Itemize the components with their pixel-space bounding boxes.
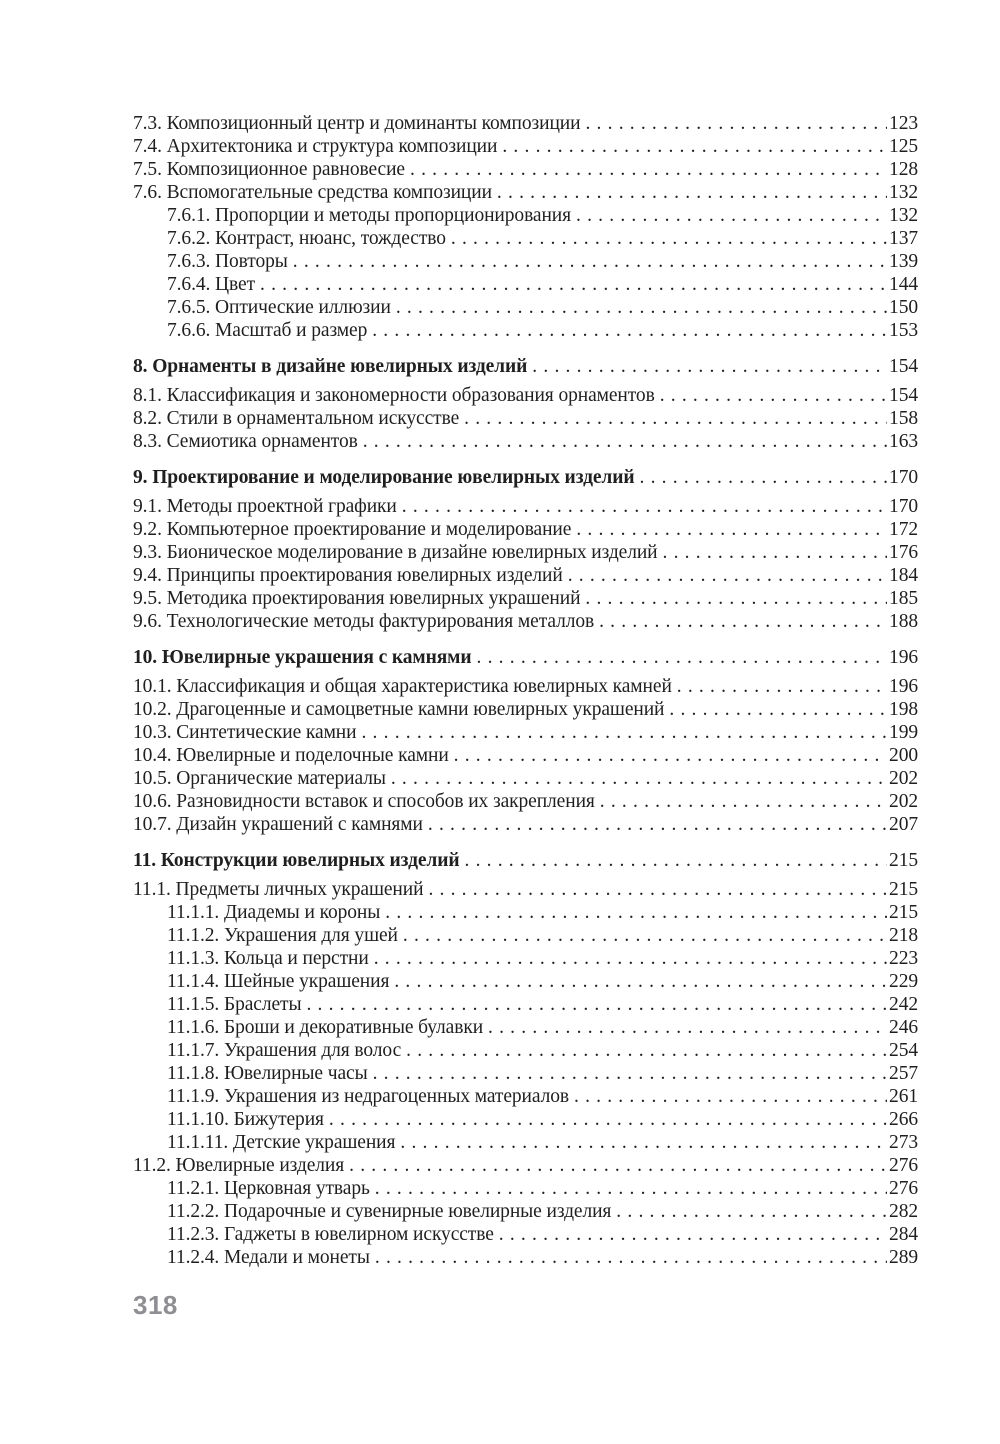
toc-entry bbox=[133, 135, 918, 158]
toc-entry-label: 10.6. Разновидности вставок и способов их закрепления bbox=[133, 791, 595, 812]
dot-leader bbox=[395, 1131, 887, 1154]
toc-group bbox=[133, 646, 918, 836]
dot-leader bbox=[635, 466, 888, 489]
dot-leader bbox=[356, 721, 887, 744]
toc-entry bbox=[133, 970, 918, 993]
toc-entry-label: 7.6.4. Цвет bbox=[167, 274, 256, 295]
toc-entry bbox=[133, 1177, 918, 1200]
toc-entry bbox=[133, 250, 918, 273]
toc-entry-label: 7.6.6. Масштаб и размер bbox=[167, 320, 368, 341]
toc-entry-label: 11.1.3. Кольца и перстни bbox=[167, 948, 369, 969]
toc-entry-label: 10. Ювелирные украшения с камнями bbox=[133, 647, 472, 668]
toc-entry-label: 11.2.4. Медали и монеты bbox=[167, 1247, 370, 1268]
toc-entry bbox=[133, 924, 918, 947]
dot-leader bbox=[397, 495, 887, 518]
toc-entry-label: 11.2.1. Церковная утварь bbox=[167, 1178, 370, 1199]
toc-entry-label: 11.2. Ювелирные изделия bbox=[133, 1155, 345, 1176]
toc-entry-page: 144 bbox=[889, 274, 918, 295]
toc-entry bbox=[133, 407, 918, 430]
toc-entry bbox=[133, 204, 918, 227]
toc-entry bbox=[133, 767, 918, 790]
toc-entry-page: 185 bbox=[889, 588, 918, 609]
dot-leader bbox=[459, 407, 887, 430]
toc-entry bbox=[133, 181, 918, 204]
toc-entry-label: 9.5. Методика проектирования ювелирных украшений bbox=[133, 588, 581, 609]
dot-leader bbox=[446, 227, 887, 250]
toc-entry-label: 10.1. Классификация и общая характеристика ювелирных камней bbox=[133, 676, 672, 697]
toc-entry bbox=[133, 384, 918, 407]
toc-entry-label: 7.6.2. Контраст, нюанс, тождество bbox=[167, 228, 446, 249]
dot-leader bbox=[563, 564, 887, 587]
toc-entry bbox=[133, 698, 918, 721]
toc-entry-page: 215 bbox=[889, 902, 918, 923]
toc-entry-label: 8.3. Семиотика орнаментов bbox=[133, 431, 358, 452]
toc-entry-page: 199 bbox=[889, 722, 918, 743]
toc-heading bbox=[133, 355, 918, 378]
toc-entry bbox=[133, 587, 918, 610]
toc-entry-page: 137 bbox=[889, 228, 918, 249]
toc-entry-page: 276 bbox=[889, 1178, 918, 1199]
dot-leader bbox=[369, 947, 887, 970]
toc-entry bbox=[133, 1246, 918, 1269]
toc-entry bbox=[133, 1016, 918, 1039]
toc-entry bbox=[133, 564, 918, 587]
dot-leader bbox=[594, 610, 887, 633]
toc-entry-label: 11.1.1. Диадемы и короны bbox=[167, 902, 381, 923]
toc-entry bbox=[133, 430, 918, 453]
toc-entry-label: 11.1.6. Броши и декоративные булавки bbox=[167, 1017, 484, 1038]
toc-entry-label: 7.3. Композиционный центр и доминанты композиции bbox=[133, 113, 581, 134]
toc-group bbox=[133, 466, 918, 633]
toc-entry-page: 172 bbox=[889, 519, 918, 540]
dot-leader bbox=[405, 158, 887, 181]
toc-entry-label: 11. Конструкции ювелирных изделий bbox=[133, 850, 460, 871]
dot-leader bbox=[368, 1062, 887, 1085]
toc-entry bbox=[133, 744, 918, 767]
toc-entry bbox=[133, 273, 918, 296]
toc-entry-page: 170 bbox=[889, 467, 918, 488]
toc-entry-page: 276 bbox=[889, 1155, 918, 1176]
dot-leader bbox=[655, 384, 887, 407]
toc-entry-label: 7.6.3. Повторы bbox=[167, 251, 288, 272]
toc-entry-label: 10.2. Драгоценные и самоцветные камни ювелирных украшений bbox=[133, 699, 665, 720]
toc-entry-page: 139 bbox=[889, 251, 918, 272]
toc-entry bbox=[133, 1131, 918, 1154]
dot-leader bbox=[358, 430, 887, 453]
dot-leader bbox=[494, 1223, 887, 1246]
toc-entry-label: 9.4. Принципы проектирования ювелирных изделий bbox=[133, 565, 563, 586]
dot-leader bbox=[580, 587, 887, 610]
toc-entry-label: 11.1. Предметы личных украшений bbox=[133, 879, 424, 900]
toc-heading bbox=[133, 849, 918, 872]
toc-entry-page: 200 bbox=[889, 745, 918, 766]
toc-entry-label: 8. Орнаменты в дизайне ювелирных изделий bbox=[133, 356, 528, 377]
dot-leader bbox=[672, 675, 887, 698]
toc-entry-label: 7.6. Вспомогательные средства композиции bbox=[133, 182, 492, 203]
toc-entry bbox=[133, 1200, 918, 1223]
dot-leader bbox=[324, 1108, 887, 1131]
dot-leader bbox=[398, 924, 887, 947]
toc-entry-page: 284 bbox=[889, 1224, 918, 1245]
toc-entry-label: 11.1.10. Бижутерия bbox=[167, 1109, 324, 1130]
toc-entry-page: 188 bbox=[889, 611, 918, 632]
toc-entry bbox=[133, 610, 918, 633]
toc-entry-label: 10.3. Синтетические камни bbox=[133, 722, 357, 743]
toc-entry-page: 163 bbox=[889, 431, 918, 452]
toc-entry bbox=[133, 1108, 918, 1131]
toc-entry-label: 8.1. Классификация и закономерности образования орнаментов bbox=[133, 385, 655, 406]
toc-entry-label: 11.1.4. Шейные украшения bbox=[167, 971, 390, 992]
dot-leader bbox=[472, 646, 888, 669]
dot-leader bbox=[423, 878, 887, 901]
toc-entry-label: 11.1.9. Украшения из недрагоценных материалов bbox=[167, 1086, 569, 1107]
toc-entry bbox=[133, 319, 918, 342]
table-of-contents bbox=[133, 112, 918, 1269]
dot-leader bbox=[380, 901, 887, 924]
toc-entry bbox=[133, 675, 918, 698]
dot-leader bbox=[492, 181, 887, 204]
toc-entry-label: 8.2. Стили в орнаментальном искусстве bbox=[133, 408, 460, 429]
toc-entry-page: 202 bbox=[889, 791, 918, 812]
toc-entry bbox=[133, 296, 918, 319]
dot-leader bbox=[389, 970, 887, 993]
toc-entry-page: 132 bbox=[889, 205, 918, 226]
toc-entry-label: 11.2.3. Гаджеты в ювелирном искусстве bbox=[167, 1224, 494, 1245]
dot-leader bbox=[658, 541, 888, 564]
toc-entry bbox=[133, 1223, 918, 1246]
toc-entry-label: 7.4. Архитектоника и структура композиции bbox=[133, 136, 498, 157]
toc-entry bbox=[133, 1039, 918, 1062]
toc-entry-label: 11.2.2. Подарочные и сувенирные ювелирные изделия bbox=[167, 1201, 612, 1222]
toc-entry-page: 261 bbox=[889, 1086, 918, 1107]
toc-entry-page: 198 bbox=[889, 699, 918, 720]
toc-entry bbox=[133, 112, 918, 135]
dot-leader bbox=[344, 1154, 887, 1177]
toc-entry-page: 202 bbox=[889, 768, 918, 789]
toc-entry-page: 154 bbox=[889, 385, 918, 406]
toc-entry-label: 11.1.7. Украшения для волос bbox=[167, 1040, 402, 1061]
dot-leader bbox=[611, 1200, 887, 1223]
toc-entry bbox=[133, 947, 918, 970]
toc-entry bbox=[133, 227, 918, 250]
toc-entry-page: 123 bbox=[889, 113, 918, 134]
toc-entry-page: 184 bbox=[889, 565, 918, 586]
toc-entry-page: 153 bbox=[889, 320, 918, 341]
toc-group bbox=[133, 355, 918, 453]
dot-leader bbox=[301, 993, 887, 1016]
toc-entry-page: 176 bbox=[889, 542, 918, 563]
toc-entry-page: 273 bbox=[889, 1132, 918, 1153]
dot-leader bbox=[569, 1085, 887, 1108]
toc-entry-label: 9.1. Методы проектной графики bbox=[133, 496, 397, 517]
toc-entry-label: 10.4. Ювелирные и поделочные камни bbox=[133, 745, 449, 766]
toc-entry-page: 158 bbox=[889, 408, 918, 429]
dot-leader bbox=[483, 1016, 887, 1039]
toc-entry-label: 10.5. Органические материалы bbox=[133, 768, 386, 789]
toc-entry bbox=[133, 541, 918, 564]
toc-entry bbox=[133, 721, 918, 744]
dot-leader bbox=[386, 767, 887, 790]
toc-entry-page: 207 bbox=[889, 814, 918, 835]
toc-entry-page: 266 bbox=[889, 1109, 918, 1130]
toc-entry-label: 9.6. Технологические методы фактурирования металлов bbox=[133, 611, 595, 632]
toc-entry-label: 11.1.8. Ювелирные часы bbox=[167, 1063, 368, 1084]
toc-entry-page: 246 bbox=[889, 1017, 918, 1038]
toc-entry bbox=[133, 993, 918, 1016]
toc-entry bbox=[133, 158, 918, 181]
toc-entry bbox=[133, 790, 918, 813]
toc-group bbox=[133, 112, 918, 342]
toc-entry-page: 125 bbox=[889, 136, 918, 157]
toc-entry-page: 242 bbox=[889, 994, 918, 1015]
toc-entry-page: 215 bbox=[889, 879, 918, 900]
toc-entry-label: 11.1.5. Браслеты bbox=[167, 994, 302, 1015]
toc-entry-page: 154 bbox=[889, 356, 918, 377]
toc-entry-page: 254 bbox=[889, 1040, 918, 1061]
toc-entry-page: 289 bbox=[889, 1247, 918, 1268]
toc-entry bbox=[133, 495, 918, 518]
toc-entry-label: 9.3. Бионическое моделирование в дизайне ювелирных изделий bbox=[133, 542, 658, 563]
toc-entry-page: 229 bbox=[889, 971, 918, 992]
dot-leader bbox=[288, 250, 887, 273]
toc-entry bbox=[133, 1085, 918, 1108]
toc-entry-page: 150 bbox=[889, 297, 918, 318]
dot-leader bbox=[497, 135, 887, 158]
dot-leader bbox=[664, 698, 887, 721]
toc-entry-page: 196 bbox=[889, 647, 918, 668]
dot-leader bbox=[367, 319, 887, 342]
toc-group bbox=[133, 849, 918, 1269]
dot-leader bbox=[595, 790, 887, 813]
toc-entry-page: 132 bbox=[889, 182, 918, 203]
toc-entry-label: 11.1.2. Украшения для ушей bbox=[167, 925, 398, 946]
toc-entry bbox=[133, 901, 918, 924]
dot-leader bbox=[370, 1177, 887, 1200]
toc-heading bbox=[133, 646, 918, 669]
dot-leader bbox=[580, 112, 887, 135]
toc-entry-page: 170 bbox=[889, 496, 918, 517]
dot-leader bbox=[571, 518, 887, 541]
toc-heading bbox=[133, 466, 918, 489]
dot-leader bbox=[571, 204, 887, 227]
dot-leader bbox=[401, 1039, 887, 1062]
toc-entry bbox=[133, 1062, 918, 1085]
toc-entry-page: 215 bbox=[889, 850, 918, 871]
toc-entry-page: 282 bbox=[889, 1201, 918, 1222]
dot-leader bbox=[391, 296, 887, 319]
toc-entry-label: 7.6.1. Пропорции и методы пропорционирования bbox=[167, 205, 572, 226]
toc-entry bbox=[133, 813, 918, 836]
toc-entry-label: 11.1.11. Детские украшения bbox=[167, 1132, 396, 1153]
dot-leader bbox=[527, 355, 887, 378]
dot-leader bbox=[255, 273, 887, 296]
toc-entry-label: 9.2. Компьютерное проектирование и моделирование bbox=[133, 519, 572, 540]
toc-entry-page: 196 bbox=[889, 676, 918, 697]
dot-leader bbox=[460, 849, 888, 872]
toc-entry-page: 128 bbox=[889, 159, 918, 180]
toc-entry-label: 7.5. Композиционное равновесие bbox=[133, 159, 405, 180]
toc-entry-page: 223 bbox=[889, 948, 918, 969]
toc-entry-label: 7.6.5. Оптические иллюзии bbox=[167, 297, 391, 318]
toc-entry bbox=[133, 1154, 918, 1177]
toc-entry-page: 257 bbox=[889, 1063, 918, 1084]
dot-leader bbox=[449, 744, 887, 767]
page-number: 318 bbox=[133, 1290, 178, 1320]
toc-entry-page: 218 bbox=[889, 925, 918, 946]
toc-entry bbox=[133, 878, 918, 901]
toc-entry-label: 10.7. Дизайн украшений с камнями bbox=[133, 814, 423, 835]
toc-entry bbox=[133, 518, 918, 541]
toc-entry-label: 9. Проектирование и моделирование ювелирных изделий bbox=[133, 467, 635, 488]
dot-leader bbox=[370, 1246, 887, 1269]
dot-leader bbox=[423, 813, 887, 836]
